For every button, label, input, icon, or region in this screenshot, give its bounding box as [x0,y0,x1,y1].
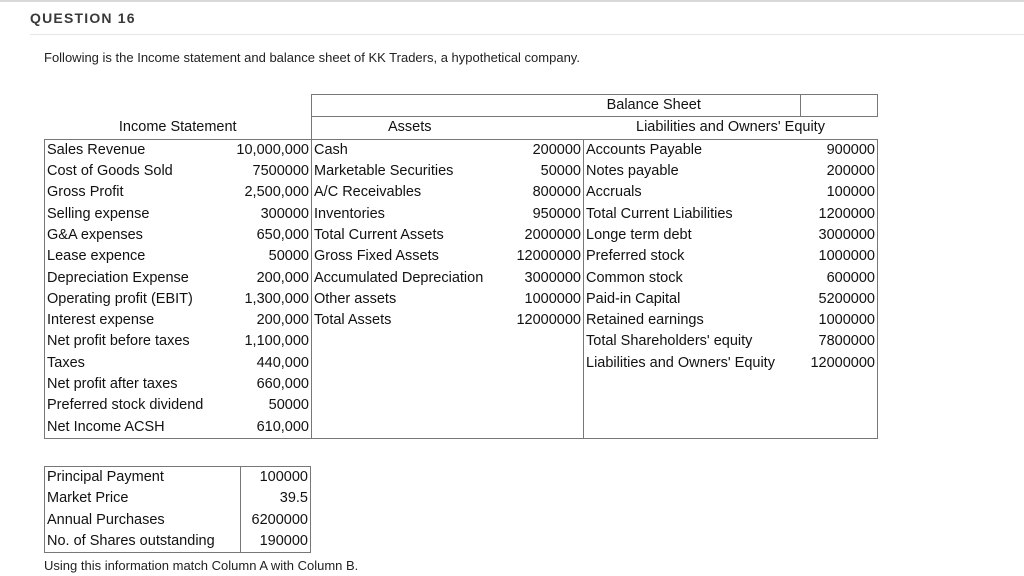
liability-value: 600000 [801,267,878,288]
table-row [45,467,311,489]
income-value: 7500000 [252,163,309,180]
income-label: Operating profit (EBIT) [45,289,226,310]
income-label: Sales Revenue [45,139,226,161]
table-row [45,161,878,182]
income-label: Net Income ACSH [45,416,226,438]
income-value: 200,000 [256,312,309,329]
other-value: 6200000 [241,510,311,531]
table-row [45,95,878,117]
asset-label: Accumulated Depreciation [312,267,508,288]
liabilities-header: Liabilities and Owners' Equity [584,117,878,139]
liability-label: Preferred stock [584,246,801,267]
asset-label: Other assets [312,289,508,310]
liability-value: 900000 [801,139,878,161]
income-label: Depreciation Expense [45,267,226,288]
income-value: 1,300,000 [244,290,309,307]
asset-label: Gross Fixed Assets [312,246,508,267]
table-row [45,225,878,246]
other-data-table [44,466,311,553]
asset-value: 950000 [532,205,581,222]
income-value: 440,000 [256,354,309,371]
other-value: 190000 [241,531,311,553]
income-value: 660,000 [256,376,309,392]
liability-value: 5200000 [801,289,878,310]
liability-label: Accruals [584,182,801,203]
liability-value: 12000000 [801,353,878,374]
top-divider [0,0,1024,2]
income-value: 300000 [260,205,309,222]
asset-label: A/C Receivables [312,182,508,203]
table-row [45,267,878,288]
asset-label: Total Assets [312,310,508,331]
footnote-text: Using this information match Column A with Column B. [44,558,359,573]
table-row [45,246,878,267]
liability-label: Total Current Liabilities [584,203,801,224]
table-row [45,531,311,553]
table-row [45,353,878,374]
asset-value: 800000 [532,184,581,201]
asset-value: 2000000 [524,226,581,243]
liability-label: Accounts Payable [584,139,801,161]
income-label: Selling expense [45,203,226,224]
asset-label: Inventories [312,203,508,224]
liability-label: Retained earnings [584,310,801,331]
assets-header: Assets [312,117,508,139]
asset-value: 12000000 [516,312,581,329]
financial-statements-table [44,94,878,439]
asset-value: 200000 [508,139,584,161]
asset-value: 50000 [540,163,581,180]
liability-value: 200000 [801,161,878,182]
income-label: Net profit before taxes [45,331,226,352]
income-label: Gross Profit [45,182,226,203]
income-value: 200,000 [256,269,309,286]
table-row [45,289,878,310]
table-row [45,117,878,139]
table-row [45,139,878,161]
liability-label: Total Shareholders' equity [584,331,801,352]
balance-sheet-title: Balance Sheet [508,95,801,117]
income-value: 1,100,000 [244,333,309,350]
income-value: 10,000,000 [226,139,312,161]
income-label: Lease expence [45,246,226,267]
income-label: Preferred stock dividend [45,395,226,416]
asset-value: 12000000 [516,248,581,265]
income-label: Taxes [45,353,226,374]
asset-label: Total Current Assets [312,225,508,246]
income-label: G&A expenses [45,225,226,246]
other-value: 100000 [241,467,311,489]
liability-value: 3000000 [801,225,878,246]
question-title: QUESTION 16 [30,10,136,26]
asset-label: Marketable Securities [312,161,508,182]
table-row [45,182,878,203]
table-row [45,416,878,438]
asset-value: 3000000 [524,269,581,286]
table-row [45,203,878,224]
intro-text: Following is the Income statement and balance sheet of KK Traders, a hypothetical company. [44,50,580,65]
other-label: Annual Purchases [45,510,241,531]
income-value: 2,500,000 [244,184,309,201]
income-value: 50000 [268,397,309,414]
table-row [45,488,311,509]
liability-label: Notes payable [584,161,801,182]
other-label: Market Price [45,488,241,509]
liability-label: Common stock [584,267,801,288]
liability-value: 1000000 [801,310,878,331]
table-row [45,374,878,395]
income-value: 610,000 [226,416,312,438]
liability-label: Liabilities and Owners' Equity [584,353,801,374]
asset-value: 1000000 [524,290,581,307]
asset-label: Cash [312,139,508,161]
table-row [45,395,878,416]
table-row [45,331,878,352]
income-label: Interest expense [45,310,226,331]
liability-value: 100000 [801,182,878,203]
income-value: 50000 [268,248,309,265]
liability-value: 1200000 [801,203,878,224]
question-divider [30,34,1024,35]
other-label: No. of Shares outstanding [45,531,241,553]
other-label: Principal Payment [45,467,241,489]
liability-label: Longe term debt [584,225,801,246]
other-value: 39.5 [241,488,311,509]
table-row [45,510,311,531]
income-label: Net profit after taxes [45,374,226,395]
income-label: Cost of Goods Sold [45,161,226,182]
income-value: 650,000 [256,226,309,243]
liability-value: 1000000 [801,246,878,267]
table-row [45,310,878,331]
liability-label: Paid-in Capital [584,289,801,310]
income-statement-title: Income Statement [118,119,237,136]
liability-value: 7800000 [801,331,878,352]
